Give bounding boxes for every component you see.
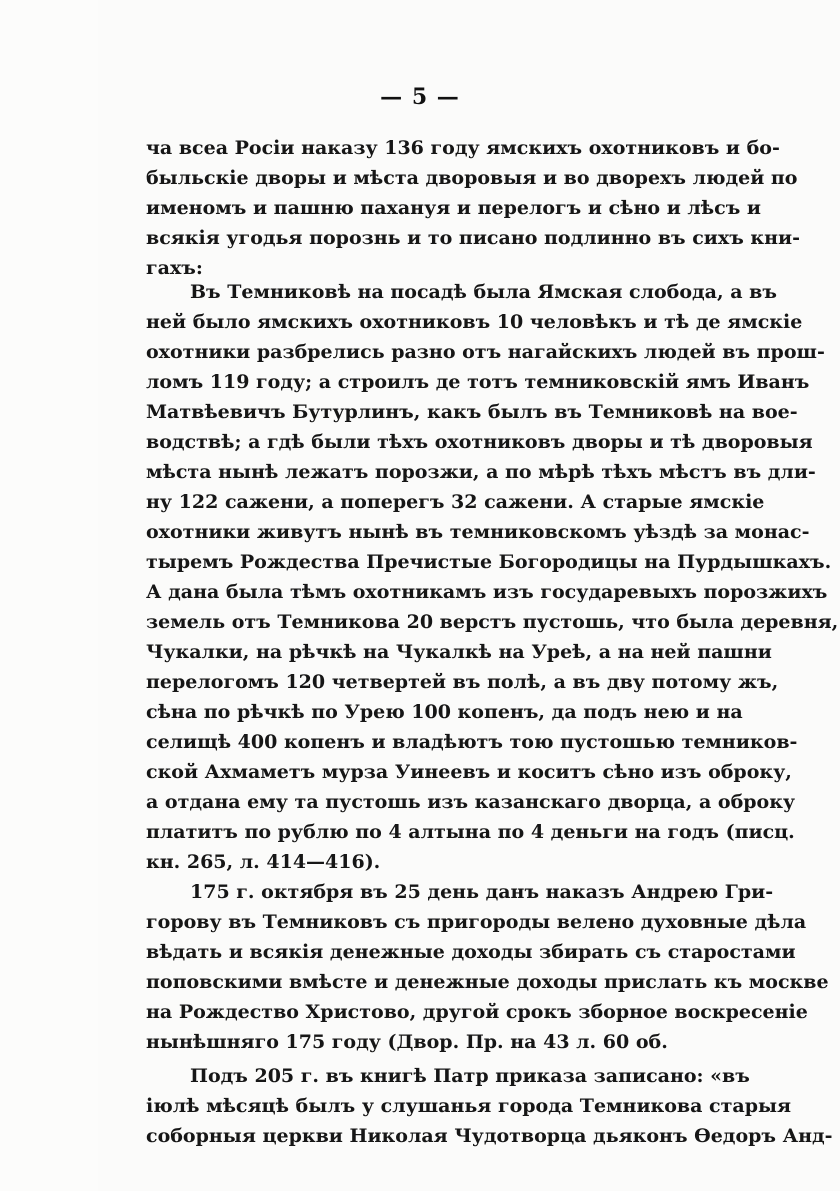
text-line: тыремъ Рождества Пречистые Богородицы на Пурдышкахъ.: [146, 551, 832, 573]
text-line: поповскими вмѣсте и денежные доходы прислать къ москве: [146, 971, 829, 993]
paragraph-start-line: Подъ 205 г. въ книгѣ Патр приказа записано: «въ: [190, 1065, 750, 1087]
text-line: ней было ямскихъ охотниковъ 10 человѣкъ и тѣ де ямскіе: [146, 311, 803, 333]
text-line: кн. 265, л. 414—416).: [146, 851, 381, 873]
text-line: а отдана ему та пустошь изъ казанскаго дворца, а оброку: [146, 791, 796, 813]
text-line: сѣна по рѣчкѣ по Урею 100 копенъ, да подъ нею и на: [146, 701, 743, 723]
paragraph-start-line: Въ Темниковѣ на посадѣ была Ямская слобода, а въ: [190, 281, 777, 303]
text-line: на Рождество Христово, другой срокъ зборное воскресеніе: [146, 1001, 808, 1023]
text-line: ломъ 119 году; а строилъ де тотъ темниковскій ямъ Иванъ: [146, 371, 810, 393]
text-line: мѣста нынѣ лежатъ порозжи, а по мѣрѣ тѣхъ мѣстъ въ дли-: [146, 461, 816, 483]
text-line: земель отъ Темникова 20 верстъ пустошь, что была деревня,: [146, 611, 839, 633]
text-line: ча всеа Росіи наказу 136 году ямскихъ охотниковъ и бо-: [146, 137, 780, 159]
text-line: охотники разбрелись разно отъ нагайскихъ людей въ прош-: [146, 341, 825, 363]
text-line: Чукалки, на рѣчкѣ на Чукалкѣ на Уреѣ, а на ней пашни: [146, 641, 772, 663]
page-number: — 5 —: [380, 84, 460, 110]
text-line: быльскіе дворы и мѣста дворовыя и во дворехъ людей по: [146, 167, 798, 189]
text-line: именомъ и пашню пахануя и перелогъ и сѣно и лѣсъ и: [146, 197, 762, 219]
text-line: нынѣшняго 175 году (Двор. Пр. на 43 л. 60 об.: [146, 1031, 668, 1053]
text-line: горову въ Темниковъ съ пригороды велено духовные дѣла: [146, 911, 807, 933]
text-line: іюлѣ мѣсяцѣ былъ у слушанья города Темникова старыя: [146, 1095, 792, 1117]
text-line: охотники живутъ нынѣ въ темниковскомъ уѣздѣ за монас-: [146, 521, 810, 543]
text-line: водствѣ; а гдѣ были тѣхъ охотниковъ дворы и тѣ дворовыя: [146, 431, 813, 453]
text-line: всякія угодья порознь и то писано подлинно въ сихъ кни-: [146, 227, 801, 249]
text-line: селищѣ 400 копенъ и владѣютъ тою пустошью темников-: [146, 731, 798, 753]
text-line: ской Ахмаметъ мурза Уинеевъ и коситъ сѣно изъ оброку,: [146, 761, 792, 783]
text-line: соборныя церкви Николая Чудотворца дьяконъ Ѳедоръ Анд-: [146, 1125, 833, 1147]
text-line: ну 122 сажени, а поперегъ 32 сажени. А старые ямскіе: [146, 491, 765, 513]
text-line: вѣдать и всякія денежные доходы збирать съ старостами: [146, 941, 796, 963]
text-line: Матвѣевичъ Бутурлинъ, какъ былъ въ Темниковѣ на вое-: [146, 401, 798, 423]
text-line: А дана была тѣмъ охотникамъ изъ государевыхъ порозжихъ: [146, 581, 828, 603]
text-line: гахъ:: [146, 257, 203, 279]
text-line: перелогомъ 120 четвертей въ полѣ, а въ дву потому жъ,: [146, 671, 779, 693]
paragraph-start-line: 175 г. октября въ 25 день данъ наказъ Андрею Гри-: [190, 881, 774, 903]
text-line: платитъ по рублю по 4 алтына по 4 деньги на годъ (писц.: [146, 821, 795, 843]
